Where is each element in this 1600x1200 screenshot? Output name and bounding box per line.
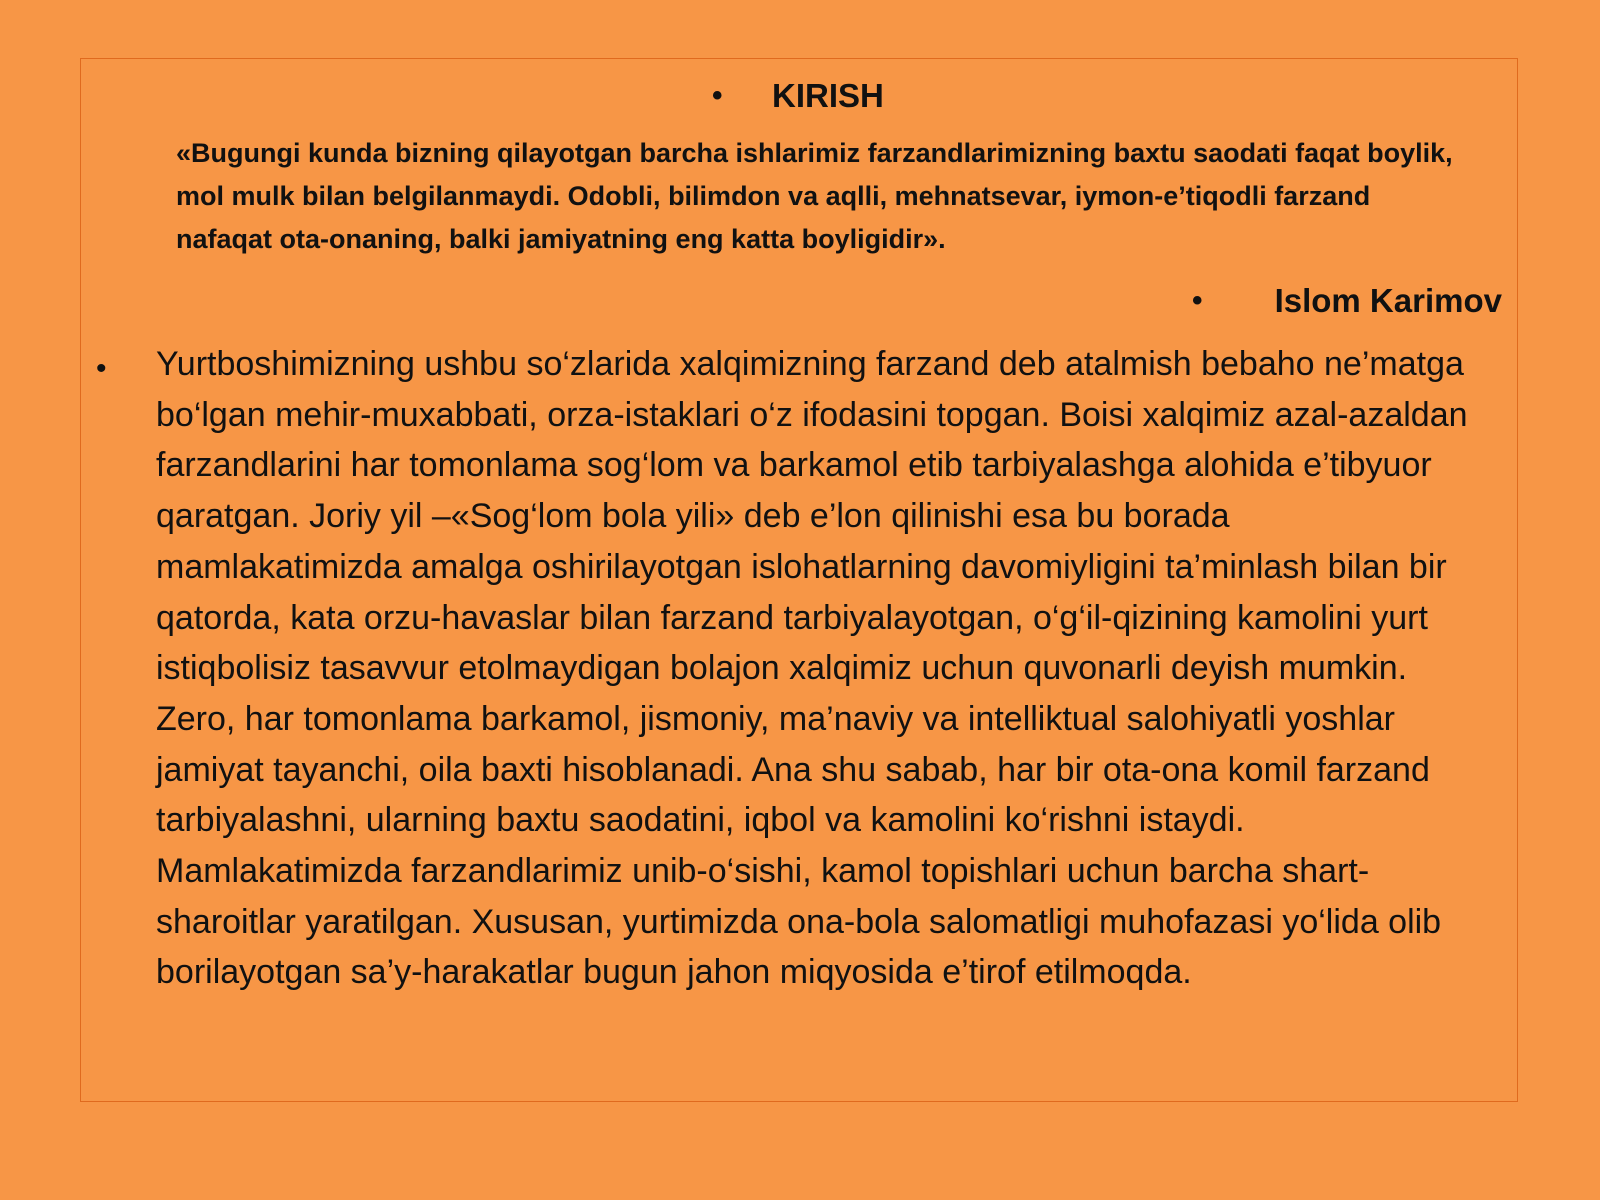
quote-text: «Bugungi kunda bizning qilayotgan barcha ishlarimiz farzandlarimizning baxtu saodati faqat boylik, mol mulk bilan belgilanmaydi. Odobli, bilimdon va aqlli, mehnatsevar, iymon-e’tiqodli farzand nafaqat ota-onaning, balki jamiyatning eng katta boyligidir». [176,138,1453,254]
body-paragraph: Yurtboshimizning ushbu so‘zlarida xalqimizning farzand deb atalmish bebaho ne’matga bo‘lgan mehir-muxabbati, orza-istaklari o‘z ifodasini topgan. Boisi xalqimiz azal-azaldan farzandlarini har tomonlama sog‘lom va barkamol etib tarbiyalashga alohida e’tibyuor qaratgan. Joriy yil –«Sog‘lom bola yili» deb e’lon qilinishi esa bu borada mamlakatimizda amalga oshirilayotgan islohatlarning davomiyligini ta’minlash bilan bir qatorda, kata orzu-havaslar bilan farzand tarbiyalayotgan, o‘g‘il-qizining kamolini yurt istiqbolisiz tasavvur etolmaydigan bolajon xalqimiz uchun quvonarli deyish mumkin. Zero, har tomonlama barkamol, jismoniy, ma’naviy va intelliktual salohiyatli yoshlar jamiyat tayanchi, oila baxti hisoblanadi. Ana shu sabab, har bir ota-ona komil farzand tarbiyalashni, ularning baxtu saodatini, iqbol va kamolini ko‘rishni istaydi. Mamlakatimizda farzandlarimiz unib-o‘sishi, kamol topishlari uchun barcha shart-sharoitlar yaratilgan. Xususan, yurtimizda ona-bola salomatligi muhofazasi yo‘lida olib borilayotgan sa’y-harakatlar bugun jahon miqyosida e’tirof etilmoqda. [156,345,1468,992]
body-bullet: • [96,352,107,385]
author-name: Islom Karimov [1274,282,1502,319]
author-row [0,278,1600,324]
heading-row [0,74,1600,118]
heading-title: KIRISH [772,77,884,114]
author-bullet: • [1192,284,1203,317]
heading-bullet: • [712,79,723,112]
